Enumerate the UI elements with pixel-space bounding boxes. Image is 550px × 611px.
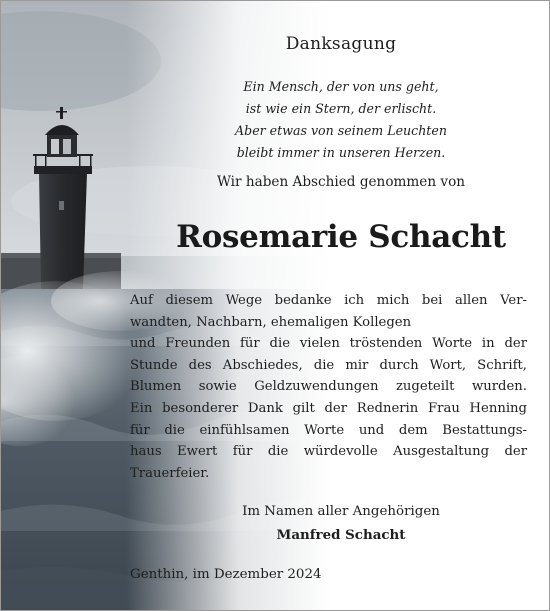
body-line: Ein besonderer Dank gilt der Rednerin Frau Henning — [130, 400, 527, 416]
body-line: Stunde des Abschiedes, die mir durch Wort, Schrift, — [130, 357, 527, 373]
poem-line: bleibt immer in unseren Herzen. — [236, 145, 446, 160]
body-line: Trauerfeier. — [130, 465, 210, 481]
place-date: Genthin, im Dezember 2024 — [130, 567, 322, 582]
poem-line: ist wie ein Stern, der erlischt. — [245, 101, 437, 116]
poem-line: Ein Mensch, der von uns geht, — [243, 79, 439, 94]
signature-line: Im Namen aller Angehörigen — [242, 504, 440, 519]
farewell-intro: Wir haben Abschied genommen von — [216, 174, 466, 190]
body-line: für die einfühlsamen Worte und dem Bestattungs- — [130, 422, 527, 438]
body-line: und Freunden für die vielen tröstenden Worte in der — [130, 336, 527, 352]
body-line: haus Ewert für die würdevolle Ausgestaltung der — [130, 444, 527, 460]
signature-name: Manfred Schacht — [276, 527, 406, 543]
body-line: wandten, Nachbarn, ehemaligen Kollegen — [130, 314, 412, 330]
poem-line: Aber etwas von seinem Leuchten — [235, 123, 447, 138]
body-line: Blumen sowie Geldzuwendungen zugeteilt wurden. — [130, 379, 527, 395]
deceased-name: Rosemarie Schacht — [176, 219, 506, 255]
memorial-poem — [141, 76, 541, 164]
body-line: Auf diesem Wege bedanke ich mich bei allen Ver- — [130, 293, 527, 308]
notice-title: Danksagung — [285, 34, 397, 54]
thank-you-text — [130, 290, 527, 484]
